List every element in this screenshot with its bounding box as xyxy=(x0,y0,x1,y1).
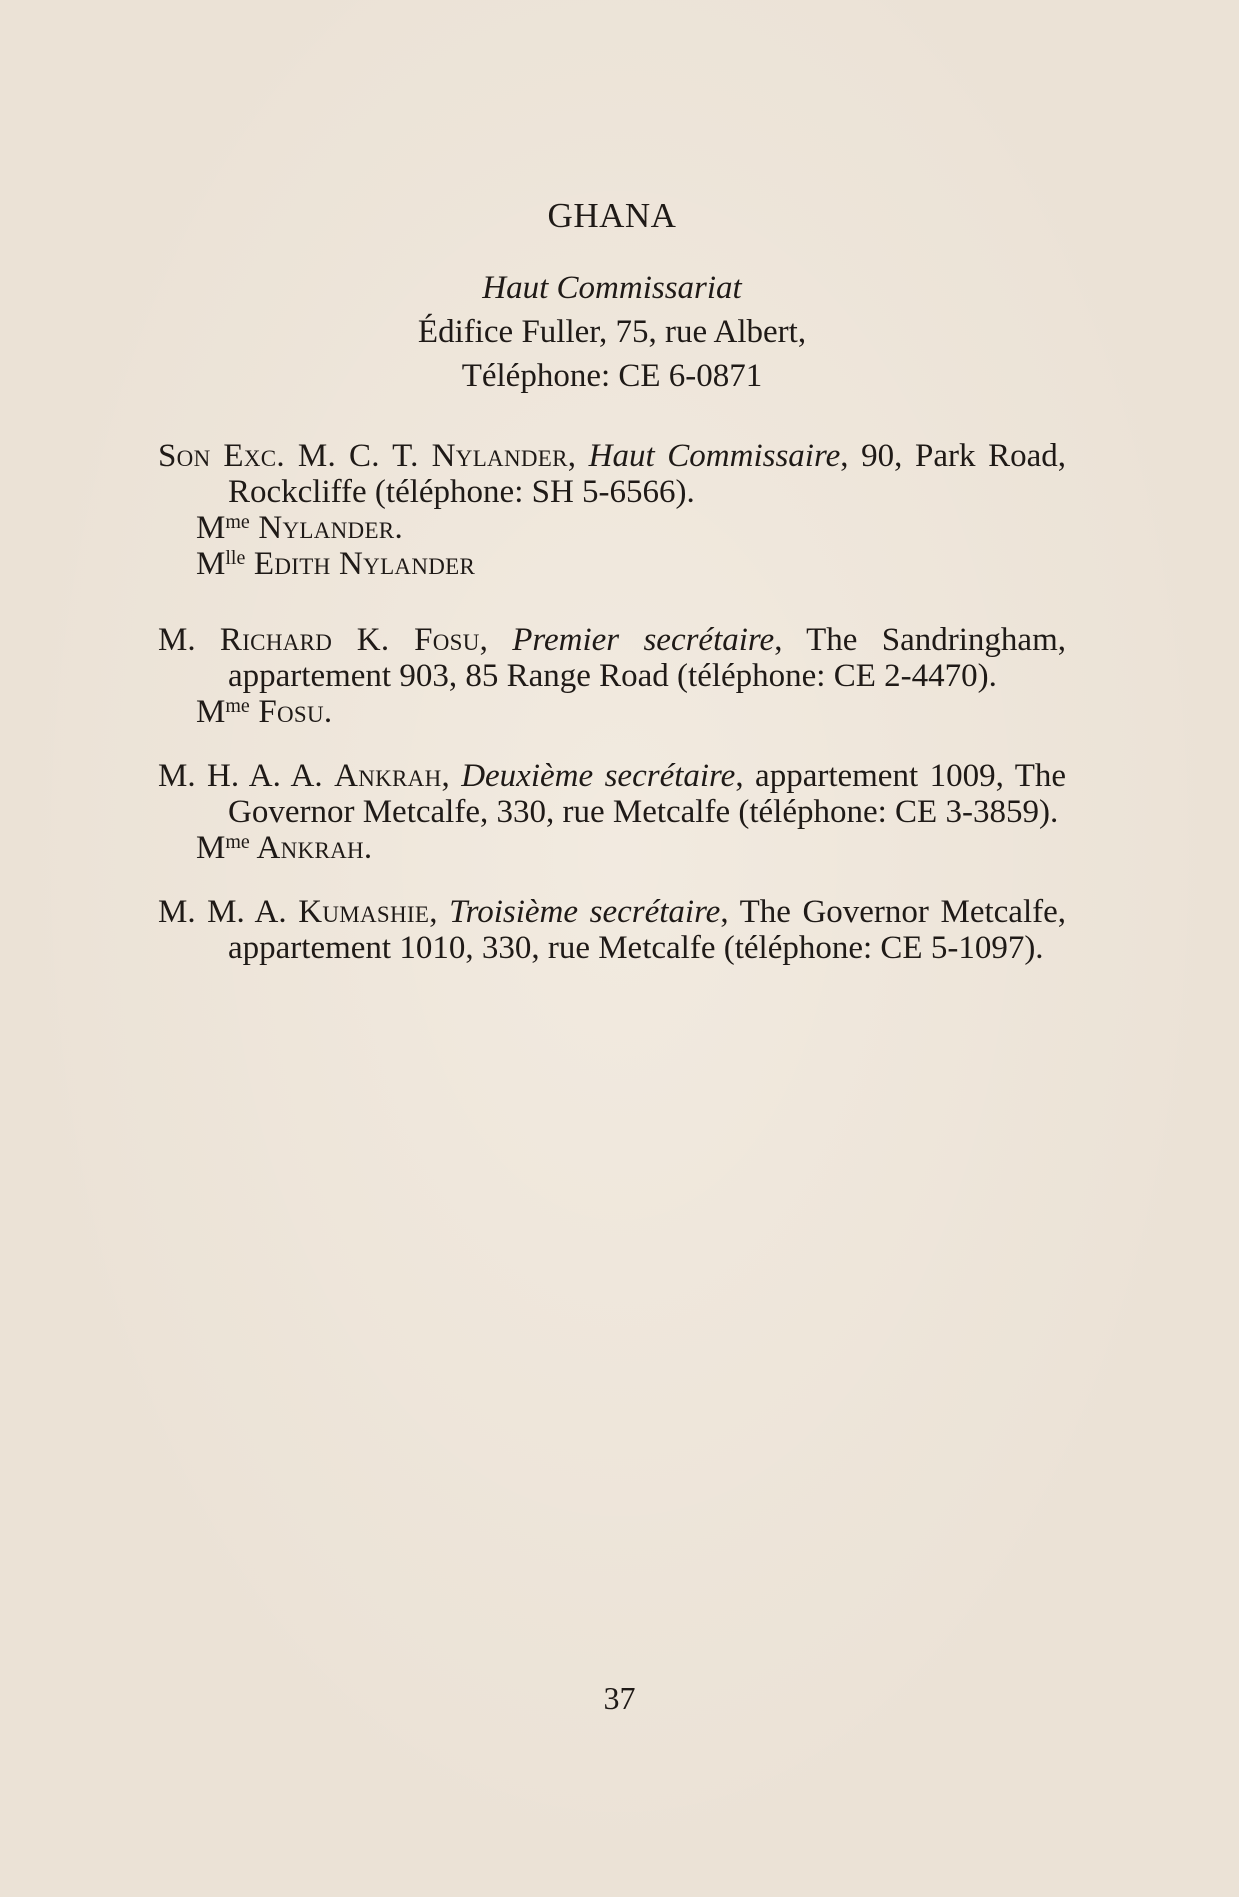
family-member: $M^{me}$ Nylander. xyxy=(196,510,403,546)
entry-lead-prefix: M. M. A. xyxy=(158,894,299,930)
country-heading: GHANA xyxy=(547,196,677,235)
staff-entry-main xyxy=(158,622,1066,694)
entry-name: Richard K. Fosu xyxy=(219,622,480,658)
entry-details: , 90, Park Road, Rockcliffe (téléphone: SH 5-6566). xyxy=(228,438,1067,510)
family-member: $M^{me}$ Ankrah. xyxy=(196,830,373,866)
staff-entry-main xyxy=(158,894,1066,966)
entry-details: , The Sandringham, appartement 903, 85 Range Road (téléphone: CE 2-4470). xyxy=(228,622,1066,694)
staff-entry xyxy=(158,894,1066,966)
entry-title: Deuxième secrétaire xyxy=(461,758,736,794)
office-telephone: Téléphone: CE 6-0871 xyxy=(461,358,763,394)
entry-lead-prefix: M. xyxy=(158,622,220,658)
entry-lead-prefix: Son Exc. M. C. T. xyxy=(158,438,432,474)
family-member: $M^{me}$ Fosu. xyxy=(196,694,333,730)
entry-separator: , xyxy=(441,758,462,794)
page-number: 37 xyxy=(603,1680,636,1716)
entry-separator: , xyxy=(479,622,513,658)
entry-title: Premier secrétaire xyxy=(512,622,775,658)
entry-name: Ankrah xyxy=(334,758,442,794)
staff-entry xyxy=(158,438,1066,582)
page-content xyxy=(158,196,1066,966)
entry-details: , appartement 1009, The Governor Metcalfe, 330, rue Metcalfe (téléphone: CE 3-3859). xyxy=(228,758,1067,830)
office-address: Édifice Fuller, 75, rue Albert, xyxy=(417,314,807,350)
entry-name: Kumashie xyxy=(298,894,430,930)
staff-entry xyxy=(158,758,1066,866)
entry-title: Haut Commissaire xyxy=(588,438,841,474)
staff-entry-main xyxy=(158,758,1066,830)
entry-name: Nylander xyxy=(431,438,568,474)
family-member: $M^{lle}$ Edith Nylander xyxy=(196,546,476,582)
office-subheading: Haut Commissariat xyxy=(482,270,742,306)
entry-separator: , xyxy=(429,894,450,930)
staff-entry-main xyxy=(158,438,1066,510)
entry-separator: , xyxy=(567,438,589,474)
entry-lead-prefix: M. H. A. A. xyxy=(158,758,335,794)
entry-title: Troisième secrétaire xyxy=(449,894,721,930)
staff-entry xyxy=(158,622,1066,730)
entry-details: , The Governor Metcalfe, appartement 1010, 330, rue Metcalfe (téléphone: CE 5-1097). xyxy=(228,894,1067,966)
